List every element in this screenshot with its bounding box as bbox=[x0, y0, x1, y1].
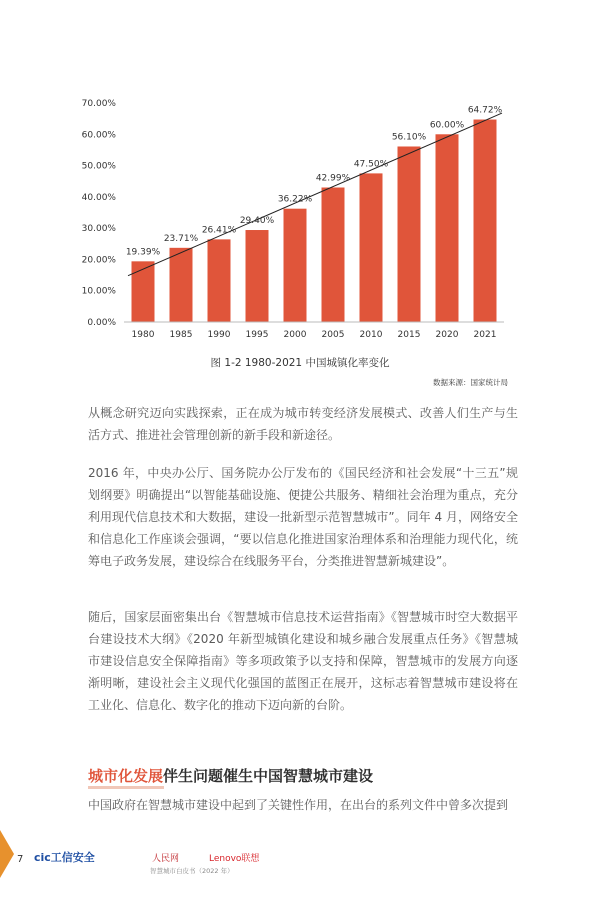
cic-logo: cic工信安全 bbox=[34, 851, 95, 864]
bar bbox=[322, 188, 345, 322]
x-tick-label: 1985 bbox=[169, 330, 193, 340]
y-tick-label: 10.00% bbox=[81, 286, 116, 297]
y-tick-label: 50.00% bbox=[81, 161, 116, 172]
bars bbox=[132, 120, 497, 322]
bar bbox=[436, 134, 459, 322]
section-heading-highlight: 城市化发展 bbox=[88, 767, 164, 785]
bar bbox=[132, 261, 155, 322]
corner-accent bbox=[0, 830, 14, 878]
bar bbox=[284, 209, 307, 322]
section-heading-rest: 伴生问题催生中国智慧城市建设 bbox=[163, 767, 374, 785]
bar bbox=[360, 173, 383, 322]
x-tick-label: 1990 bbox=[207, 330, 231, 340]
x-tick-label: 2020 bbox=[435, 330, 459, 340]
data-label: 60.00% bbox=[429, 120, 465, 131]
people-logo: 人民网 bbox=[152, 854, 180, 864]
bar bbox=[246, 230, 269, 322]
x-tick-label: 2000 bbox=[283, 330, 307, 340]
data-label: 42.99% bbox=[315, 173, 351, 184]
section-first-line: 中国政府在智慧城市建设中起到了关键性作用，在出台的系列文件中曾多次提到 bbox=[88, 798, 509, 812]
y-tick-label: 20.00% bbox=[81, 255, 116, 266]
urbanization-bar-chart bbox=[0, 0, 600, 350]
footer-note: 智慧城市白皮书（2022 年） bbox=[150, 867, 234, 875]
data-label: 64.72% bbox=[467, 105, 503, 116]
y-tick-label: 60.00% bbox=[81, 130, 116, 141]
bar bbox=[474, 120, 497, 322]
bar bbox=[398, 146, 421, 322]
data-label: 19.39% bbox=[125, 247, 161, 258]
paragraph-2: 2016 年，中央办公厅、国务院办公厅发布的《国民经济和社会发展“十三五”规划纲要》明确提出“以智能基础设施、便捷公共服务、精细社会治理为重点，充分利用现代信息技术和大数据，建设一批新型示范智慧城市”。同年 4 月，网络安全和信息化工作座谈会强调，“要以信息化推进国家治理体系和治理能力现代化，统筹电子政务发展，建设综合在线服务平台，分类推进智慧新城建设”。 bbox=[88, 466, 518, 568]
heading-underline bbox=[88, 786, 164, 789]
bar bbox=[170, 248, 193, 322]
data-label: 56.10% bbox=[391, 132, 427, 143]
page-number: 7 bbox=[17, 854, 24, 865]
data-label: 29.40% bbox=[239, 216, 275, 227]
paragraph-3: 随后，国家层面密集出台《智慧城市信息技术运营指南》《智慧城市时空大数据平台建设技术大纲》《2020 年新型城镇化建设和城乡融合发展重点任务》《智慧城市建设信息安全保障指南》等多项政策予以支持和保障，智慧城市的发展方向逐渐明晰，建设社会主义现代化强国的蓝图正在展开，这标志着智慧城市建设将在工业化、信息化、数字化的推动下迈向新的台阶。 bbox=[88, 610, 518, 712]
data-label: 26.41% bbox=[201, 225, 237, 236]
bar bbox=[208, 239, 231, 322]
section-heading bbox=[88, 765, 373, 786]
y-tick-label: 70.00% bbox=[81, 99, 116, 109]
lenovo-logo: Lenovo联想 bbox=[209, 854, 260, 864]
y-tick-label: 0.00% bbox=[87, 318, 116, 328]
data-label: 36.22% bbox=[277, 194, 313, 205]
y-axis bbox=[82, 99, 117, 328]
x-tick-label: 2005 bbox=[321, 330, 345, 340]
x-tick-label: 2010 bbox=[359, 330, 383, 340]
y-tick-label: 30.00% bbox=[81, 224, 116, 235]
figure-caption: 图 1-2 1980-2021 中国城镇化率变化 bbox=[210, 357, 390, 369]
data-label: 23.71% bbox=[163, 233, 199, 244]
data-source-note: 数据来源：国家统计局 bbox=[433, 378, 508, 387]
partner-logos bbox=[34, 850, 294, 864]
y-tick-label: 40.00% bbox=[81, 192, 116, 203]
x-axis bbox=[124, 322, 504, 340]
x-tick-label: 1980 bbox=[131, 330, 155, 340]
x-tick-label: 2015 bbox=[397, 330, 421, 340]
paragraph-1: 从概念研究迈向实践探索，正在成为城市转变经济发展模式、改善人们生产与生活方式、推进社会管理创新的新手段和新途径。 bbox=[88, 406, 518, 442]
data-label: 47.50% bbox=[353, 159, 389, 170]
x-tick-label: 2021 bbox=[473, 330, 497, 340]
x-tick-label: 1995 bbox=[245, 330, 269, 340]
